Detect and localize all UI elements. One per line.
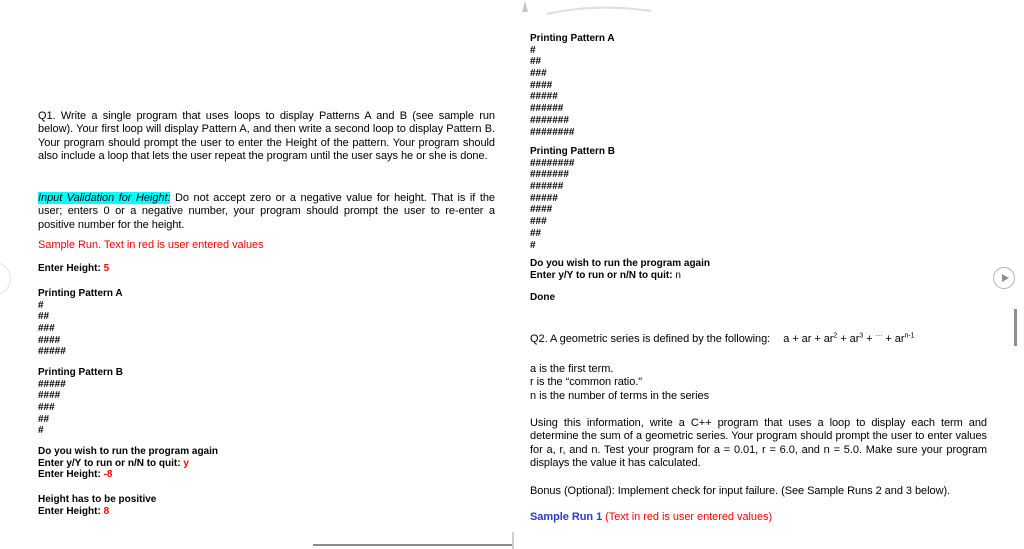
bonus-line: Bonus (Optional): Implement check for input failure. (See Sample Runs 2 and 3 below).	[530, 485, 951, 497]
list-row: #####	[530, 91, 558, 103]
pattern-b-title: Printing Pattern B	[530, 146, 616, 157]
page-left	[0, 0, 511, 549]
list-row: #######	[530, 114, 569, 126]
quit-value: n	[675, 269, 681, 281]
list-row: #	[38, 299, 44, 311]
console-run-again-block	[38, 446, 218, 481]
console-pattern-a	[530, 33, 615, 138]
console-pattern-b	[530, 146, 615, 251]
list-row: ###	[530, 68, 547, 80]
height-value: -8	[103, 469, 113, 481]
console-done: Done	[530, 292, 555, 303]
list-row: #	[530, 239, 536, 251]
list-row: ####	[38, 334, 61, 346]
pattern-b-rows	[38, 379, 123, 437]
list-row: ##	[530, 227, 542, 239]
enter-height-label: Enter Height:	[38, 263, 104, 274]
list-row: a is the first term.	[530, 363, 614, 375]
q2-heading	[530, 333, 1000, 346]
height-value: 5	[103, 263, 110, 274]
console-run-again-block	[530, 258, 710, 281]
pattern-a-title: Printing Pattern A	[38, 288, 123, 299]
console-pattern-b	[38, 367, 123, 437]
sample-run-label: Sample Run 1	[530, 511, 606, 523]
list-row: r is the “common ratio."	[530, 376, 643, 389]
list-row: ##	[38, 311, 50, 323]
sample-run-note: (Text in red is user entered values)	[605, 511, 773, 523]
list-row: ######	[530, 103, 564, 115]
quit-prompt: Enter y/Y to run or n/N to quit:	[38, 457, 184, 469]
list-row: ###	[530, 216, 547, 228]
list-row: #####	[38, 378, 66, 390]
quit-prompt: Enter y/Y to run or n/N to quit:	[530, 269, 676, 281]
list-row: ########	[530, 157, 575, 169]
pattern-a-title: Printing Pattern A	[530, 33, 615, 44]
validation-text: Do not accept zero or a negative value for height. That is if the user; enters 0 or a negative number, your program should prompt the user to re-enter a positive number for the height.	[38, 192, 495, 231]
pattern-a-rows	[38, 300, 123, 358]
pattern-b-title: Printing Pattern B	[38, 367, 124, 378]
list-row: ##	[38, 413, 50, 425]
enter-height-label: Enter Height:	[38, 505, 104, 517]
q2-intro: Q2. A geometric series is defined by the following:	[530, 333, 771, 345]
list-row: n is the number of terms in the series	[530, 389, 710, 402]
q2-paragraph: Using this information, write a C++ program that uses a loop to display each term and determine the sum of a geometric series. Your program should prompt the user to enter values for a, r, and n. Test your program for a = 0.01, r = 6.0, and n = 5.0. Make sure your program displays the value it has calculated.	[530, 417, 987, 470]
list-row: #####	[38, 346, 66, 358]
console-positive-block	[38, 494, 156, 517]
list-row: ######	[530, 181, 564, 193]
list-row: ####	[530, 204, 553, 216]
q1-paragraph: Q1. Write a single program that uses loops to display Patterns A and B (see sample run below). Your first loop will display Pattern A, and then write a second loop to display Pattern B. Your program should prompt the user to enter the Height of the pattern. Your program should also include a loop that lets the user repeat the program until the user says he or she is done.	[38, 110, 495, 163]
height-value: 8	[103, 505, 110, 517]
list-row: #	[38, 425, 44, 437]
enter-height-line	[38, 506, 156, 518]
console-pattern-a	[38, 288, 123, 358]
list-row: ########	[530, 126, 575, 138]
q2-term-definitions	[530, 363, 987, 403]
validation-highlight: Input Validation for Height:	[38, 192, 171, 204]
list-row: ###	[38, 323, 55, 335]
q2-formula: a + ar + $ar^2 + ar^3 + ^{\cdot\cdot\cdot} + ar^{n-1}$	[783, 332, 915, 345]
list-row: #####	[530, 192, 558, 204]
quit-value: y	[183, 457, 189, 469]
list-row: #######	[530, 169, 569, 181]
list-row: #	[530, 44, 536, 56]
list-row: ##	[530, 56, 542, 68]
sample-run-note: Sample Run. Text in red is user entered values	[38, 239, 264, 251]
quit-prompt-line	[38, 458, 218, 470]
enter-height-label: Enter Height:	[38, 469, 104, 481]
console-enter-height-1	[38, 263, 109, 275]
enter-height-line	[38, 469, 218, 481]
input-validation-paragraph	[38, 192, 495, 232]
list-row: ####	[530, 79, 553, 91]
sample-run-heading	[530, 511, 987, 524]
page-right	[512, 0, 1024, 549]
quit-prompt-line	[530, 270, 710, 282]
pattern-a-rows	[530, 45, 615, 139]
pattern-b-rows	[530, 158, 615, 252]
list-row: ####	[38, 390, 61, 402]
run-again-line: Do you wish to run the program again	[530, 258, 711, 269]
list-row: ###	[38, 402, 55, 414]
run-again-line: Do you wish to run the program again	[38, 446, 219, 457]
positive-message: Height has to be positive	[38, 494, 157, 505]
